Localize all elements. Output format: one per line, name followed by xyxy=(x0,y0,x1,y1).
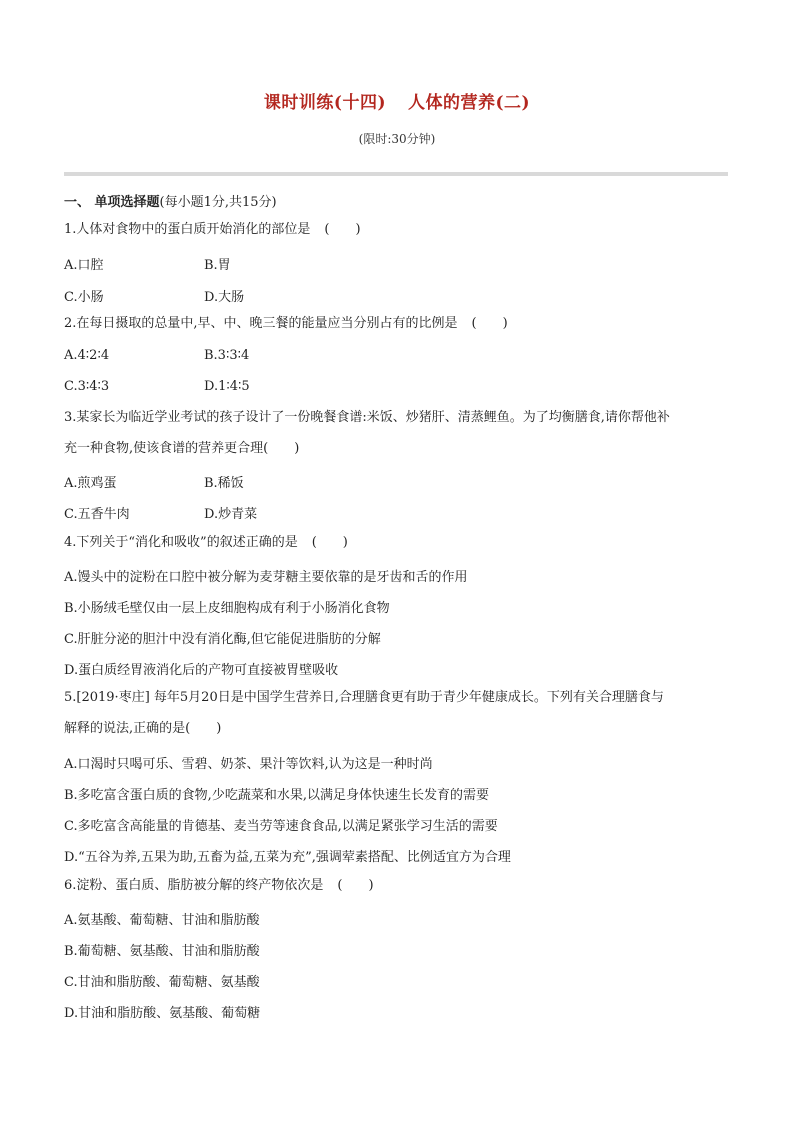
q1-option-a[interactable]: A.口腔 xyxy=(64,258,104,273)
q5-option-c[interactable]: C.多吃富含高能量的肯德基、麦当劳等速食食品,以满足紧张学习生活的需要 xyxy=(64,819,498,834)
q4-option-a[interactable]: A.馒头中的淀粉在口腔中被分解为麦芽糖主要依靠的是牙齿和舌的作用 xyxy=(64,570,468,585)
q1-option-c[interactable]: C.小肠 xyxy=(64,290,104,305)
question-5-line-2: 解释的说法,正确的是( ) xyxy=(64,721,222,736)
q1-option-b[interactable]: B.胃 xyxy=(204,258,231,273)
q4-option-b[interactable]: B.小肠绒毛壁仅由一层上皮细胞构成有利于小肠消化食物 xyxy=(64,601,390,616)
section-label: 一、 单项选择题 xyxy=(64,195,160,210)
q6-option-c[interactable]: C.甘油和脂肪酸、葡萄糖、氨基酸 xyxy=(64,975,260,990)
q5-option-d[interactable]: D.“五谷为养,五果为助,五畜为益,五菜为充”,强调荤素搭配、比例适宜方为合理 xyxy=(64,850,511,865)
q6-option-b[interactable]: B.葡萄糖、氨基酸、甘油和脂肪酸 xyxy=(64,944,260,959)
q3-option-d[interactable]: D.炒青菜 xyxy=(204,507,258,522)
q4-option-d[interactable]: D.蛋白质经胃液消化后的产物可直接被胃壁吸收 xyxy=(64,663,339,678)
q2-option-c[interactable]: C.3∶4∶3 xyxy=(64,379,110,394)
q2-option-d[interactable]: D.1∶4∶5 xyxy=(204,379,250,394)
q3-option-a[interactable]: A.煎鸡蛋 xyxy=(64,476,117,491)
q1-option-d[interactable]: D.大肠 xyxy=(204,290,245,305)
question-3-line-1: 3.某家长为临近学业考试的孩子设计了一份晚餐食谱:米饭、炒猪肝、清蒸鲤鱼。为了均衡膳食,请你帮他补 xyxy=(64,410,670,425)
q4-option-c[interactable]: C.肝脏分泌的胆汁中没有消化酶,但它能促进脂肪的分解 xyxy=(64,632,381,647)
section-heading xyxy=(64,191,277,210)
question-3-line-2: 充一种食物,使该食谱的营养更合理( ) xyxy=(64,441,300,456)
q6-option-d[interactable]: D.甘油和脂肪酸、氨基酸、葡萄糖 xyxy=(64,1006,261,1021)
title-left: 课时训练(十四) xyxy=(263,93,386,113)
page-title xyxy=(0,88,794,113)
q5-option-a[interactable]: A.口渴时只喝可乐、雪碧、奶茶、果汁等饮料,认为这是一种时尚 xyxy=(64,757,433,772)
q2-option-a[interactable]: A.4∶2∶4 xyxy=(64,348,110,363)
question-2: 2.在每日摄取的总量中,早、中、晚三餐的能量应当分别占有的比例是 ( ) xyxy=(64,316,508,331)
q2-option-b[interactable]: B.3∶3∶4 xyxy=(204,348,250,363)
q3-option-b[interactable]: B.稀饭 xyxy=(204,476,244,491)
time-limit: (限时:30分钟) xyxy=(358,132,436,146)
section-note: (每小题1分,共15分) xyxy=(159,195,277,210)
question-6: 6.淀粉、蛋白质、脂肪被分解的终产物依次是 ( ) xyxy=(64,878,374,893)
question-4: 4.下列关于“消化和吸收”的叙述正确的是 ( ) xyxy=(64,535,348,550)
divider xyxy=(64,172,728,176)
q3-option-c[interactable]: C.五香牛肉 xyxy=(64,507,130,522)
question-1: 1.人体对食物中的蛋白质开始消化的部位是 ( ) xyxy=(64,222,361,237)
q6-option-a[interactable]: A.氨基酸、葡萄糖、甘油和脂肪酸 xyxy=(64,913,260,928)
q5-option-b[interactable]: B.多吃富含蛋白质的食物,少吃蔬菜和水果,以满足身体快速生长发育的需要 xyxy=(64,788,489,803)
question-5-line-1: 5.[2019·枣庄] 每年5月20日是中国学生营养日,合理膳食更有助于青少年健康成长。下列有关合理膳食与 xyxy=(64,690,664,705)
title-right: 人体的营养(二) xyxy=(408,93,531,113)
